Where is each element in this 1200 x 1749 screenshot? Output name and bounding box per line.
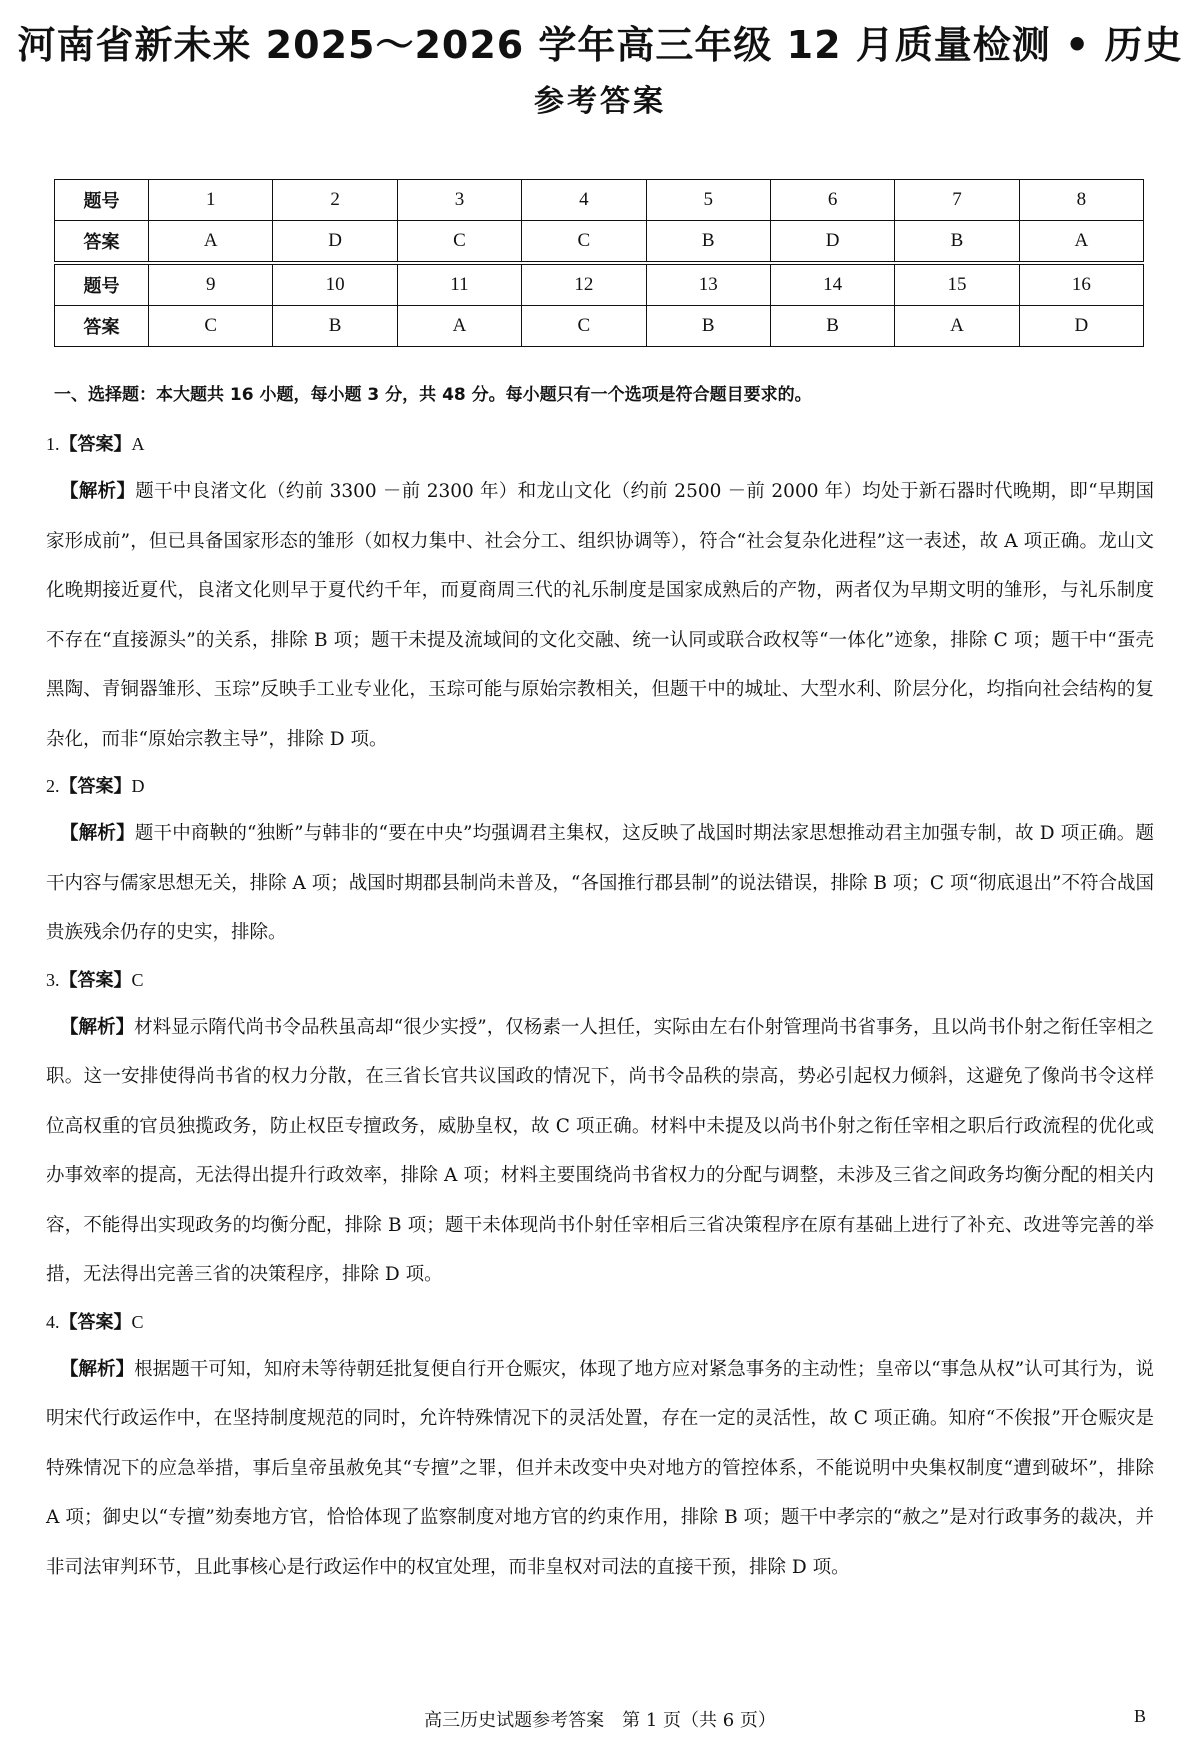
- answer-cell: B: [770, 306, 894, 347]
- answer-tag: 【答案】: [59, 1311, 132, 1333]
- question-number: 2.: [46, 776, 60, 796]
- question-number-cell: 7: [895, 180, 1019, 221]
- question-number-cell: 8: [1019, 180, 1143, 221]
- question-number-cell: 5: [646, 180, 770, 221]
- answer-key-table: [54, 179, 1144, 347]
- answer-cell: D: [1019, 306, 1143, 347]
- analysis-tag: 【解析】: [60, 481, 136, 502]
- answer-letter: C: [131, 1311, 144, 1332]
- analysis-tag: 【解析】: [60, 1358, 135, 1380]
- answer-cell: B: [273, 306, 397, 347]
- question-number-row: [55, 265, 1144, 306]
- question-block: [46, 1300, 1154, 1593]
- analysis-tag: 【解析】: [60, 1016, 135, 1038]
- answer-line: [46, 764, 1154, 809]
- question-number-cell: 1: [149, 180, 273, 221]
- row-label: 题号: [55, 265, 149, 306]
- question-number-cell: 12: [522, 265, 646, 306]
- question-number-cell: 16: [1019, 265, 1143, 306]
- page-footer: 高三历史试题参考答案 第 1 页（共 6 页）: [424, 1710, 776, 1731]
- answer-tag: 【答案】: [59, 434, 132, 455]
- answer-cell: C: [522, 306, 646, 347]
- answer-cell: B: [646, 306, 770, 347]
- answer-cell: D: [770, 221, 894, 262]
- question-number: 3.: [46, 969, 60, 990]
- question-number-cell: 2: [273, 180, 397, 221]
- answer-letter: D: [131, 776, 145, 796]
- answer-cell: C: [149, 306, 273, 347]
- analysis-paragraph: [46, 1003, 1154, 1300]
- question-number: 4.: [46, 1311, 60, 1332]
- question-number: 1.: [46, 434, 60, 454]
- question-number-cell: 3: [397, 180, 521, 221]
- question-number-cell: 6: [770, 180, 894, 221]
- row-label: 答案: [55, 221, 149, 262]
- answer-row: [55, 221, 1144, 262]
- answer-cell: A: [397, 306, 521, 347]
- section-heading: 一、选择题：本大题共 16 小题，每小题 3 分，共 48 分。每小题只有一个选项是符合题目要求的。: [54, 385, 812, 405]
- question-number-cell: 9: [149, 265, 273, 306]
- answer-cell: A: [149, 221, 273, 262]
- analysis-paragraph: [46, 809, 1154, 958]
- answer-cell: A: [895, 306, 1019, 347]
- page-subtitle: 参考答案: [534, 84, 666, 119]
- answer-cell: B: [646, 221, 770, 262]
- answer-line: [46, 1300, 1154, 1345]
- analysis-paragraph: [46, 467, 1154, 764]
- version-label: B: [1133, 1706, 1146, 1726]
- analysis-text: 材料显示隋代尚书令品秩虽高却“很少实授”，仅杨素一人担任，实际由左右仆射管理尚书省事务，且以尚书仆射之衔任宰相之职。这一安排使得尚书省的权力分散，在三省长官共议国政的情况下，尚书令品秩的崇高，势必引起权力倾斜，这避免了像尚书令这样位高权重的官员独揽政务，防止权臣专擅政务，威胁皇权，故 C 项正确。材料中未提及以尚书仆射之衔任宰相之职后行政流程的优化或办事效率的提高，无法得出提升行政效率，排除 A 项；材料主要围绕尚书省权力的分配与调整，未涉及三省之间政务均衡分配的相关内容，不能得出实现政务的均衡分配，排除 B 项；题干未体现尚书仆射任宰相后三省决策程序在原有基础上进行了补充、改进等完善的举措，无法得出完善三省的决策程序，排除 D 项。: [46, 1016, 1154, 1285]
- question-number-cell: 15: [895, 265, 1019, 306]
- answer-line: [46, 958, 1154, 1003]
- answer-letter: A: [131, 434, 145, 454]
- question-block: [46, 958, 1154, 1300]
- answer-cell: C: [522, 221, 646, 262]
- analysis-text: 题干中商鞅的“独断”与韩非的“要在中央”均强调君主集权，这反映了战国时期法家思想推动君主加强专制，故 D 项正确。题干内容与儒家思想无关，排除 A 项；战国时期郡县制尚未普及，“各国推行郡县制”的说法错误，排除 B 项；C 项“彻底退出”不符合战国贵族残余仍存的史实，排除。: [46, 823, 1154, 943]
- question-number-cell: 4: [522, 180, 646, 221]
- answer-explanations: [46, 422, 1154, 1592]
- question-number-cell: 10: [273, 265, 397, 306]
- analysis-tag: 【解析】: [60, 823, 135, 844]
- answer-letter: C: [131, 969, 144, 990]
- analysis-paragraph: [46, 1345, 1154, 1593]
- row-label: 题号: [55, 180, 149, 221]
- question-number-cell: 13: [646, 265, 770, 306]
- answer-cell: A: [1019, 221, 1143, 262]
- question-block: [46, 422, 1154, 764]
- row-label: 答案: [55, 306, 149, 347]
- question-number-row: [55, 180, 1144, 221]
- analysis-text: 根据题干可知，知府未等待朝廷批复便自行开仓赈灾，体现了地方应对紧急事务的主动性；皇帝以“事急从权”认可其行为，说明宋代行政运作中，在坚持制度规范的同时，允许特殊情况下的灵活处置，存在一定的灵活性，故 C 项正确。知府“不俟报”开仓赈灾是特殊情况下的应急举措，事后皇帝虽赦免其“专擅”之罪，但并未改变中央对地方的管控体系，不能说明中央集权制度“遭到破坏”，排除 A 项；御史以“专擅”劾奏地方官，恰恰体现了监察制度对地方官的约束作用，排除 B 项；题干中孝宗的“赦之”是对行政事务的裁决，并非司法审判环节，且此事核心是行政运作中的权宜处理，而非皇权对司法的直接干预，排除 D 项。: [46, 1358, 1154, 1578]
- question-block: [46, 764, 1154, 958]
- answer-tag: 【答案】: [59, 969, 132, 991]
- page-title: 河南省新未来 2025～2026 学年高三年级 12 月质量检测 • 历史: [17, 23, 1183, 67]
- question-number-cell: 14: [770, 265, 894, 306]
- answer-line: [46, 422, 1154, 467]
- analysis-text: 题干中良渚文化（约前 3300 －前 2300 年）和龙山文化（约前 2500 －前 2000 年）均处于新石器时代晚期，即“早期国家形成前”，但已具备国家形态的雏形（如权力集中、社会分工、组织协调等），符合“社会复杂化进程”这一表述，故 A 项正确。龙山文化晚期接近夏代，良渚文化则早于夏代约千年，而夏商周三代的礼乐制度是国家成熟后的产物，两者仅为早期文明的雏形，与礼乐制度不存在“直接源头”的关系，排除 B 项；题干未提及流域间的文化交融、统一认同或联合政权等“一体化”迹象，排除 C 项；题干中“蛋壳黑陶、青铜器雏形、玉琮”反映手工业专业化，玉琮可能与原始宗教相关，但题干中的城址、大型水利、阶层分化，均指向社会结构的复杂化，而非“原始宗教主导”，排除 D 项。: [46, 481, 1154, 750]
- answer-cell: C: [397, 221, 521, 262]
- question-number-cell: 11: [397, 265, 521, 306]
- answer-cell: D: [273, 221, 397, 262]
- answer-tag: 【答案】: [59, 776, 132, 797]
- answer-cell: B: [895, 221, 1019, 262]
- answer-row: [55, 306, 1144, 347]
